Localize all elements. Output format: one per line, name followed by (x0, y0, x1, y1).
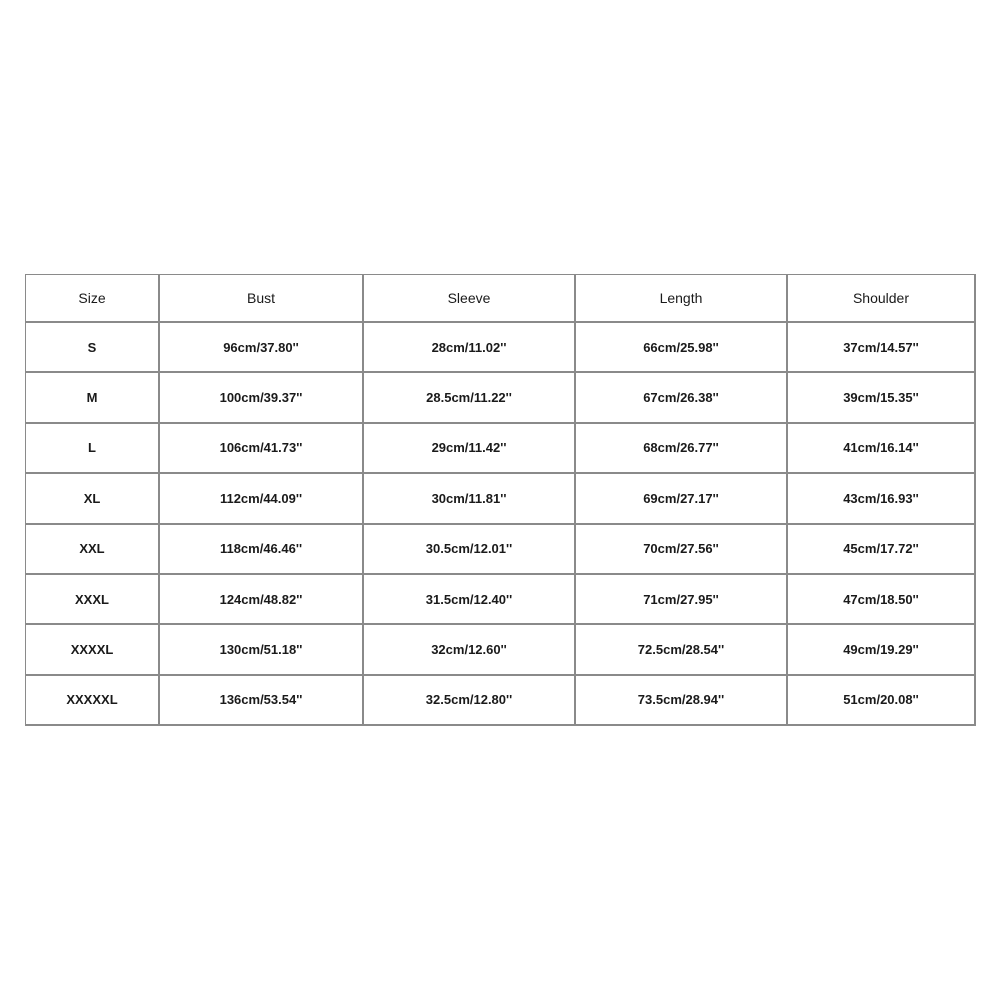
table-row (26, 474, 976, 524)
table-row (26, 625, 976, 675)
cell-sleeve: 31.5cm/12.40'' (364, 575, 576, 625)
cell-bust: 136cm/53.54'' (160, 676, 364, 726)
table-row (26, 676, 976, 726)
header-sleeve: Sleeve (364, 275, 576, 323)
cell-size: L (26, 424, 160, 474)
cell-shoulder: 41cm/16.14'' (788, 424, 976, 474)
header-shoulder: Shoulder (788, 275, 976, 323)
cell-length: 72.5cm/28.54'' (576, 625, 788, 675)
cell-size: XXXXXL (26, 676, 160, 726)
cell-size: XXXXL (26, 625, 160, 675)
cell-length: 66cm/25.98'' (576, 323, 788, 373)
cell-size: M (26, 373, 160, 423)
cell-size: XL (26, 474, 160, 524)
cell-length: 73.5cm/28.94'' (576, 676, 788, 726)
size-chart-table (25, 274, 976, 726)
table-row (26, 575, 976, 625)
cell-size: XXL (26, 525, 160, 575)
cell-bust: 112cm/44.09'' (160, 474, 364, 524)
cell-shoulder: 43cm/16.93'' (788, 474, 976, 524)
cell-length: 68cm/26.77'' (576, 424, 788, 474)
header-row (26, 275, 976, 323)
cell-length: 71cm/27.95'' (576, 575, 788, 625)
table-row (26, 323, 976, 373)
cell-bust: 96cm/37.80'' (160, 323, 364, 373)
table-row (26, 373, 976, 423)
cell-bust: 130cm/51.18'' (160, 625, 364, 675)
table-row (26, 424, 976, 474)
cell-shoulder: 37cm/14.57'' (788, 323, 976, 373)
cell-sleeve: 28.5cm/11.22'' (364, 373, 576, 423)
cell-bust: 118cm/46.46'' (160, 525, 364, 575)
cell-shoulder: 45cm/17.72'' (788, 525, 976, 575)
cell-sleeve: 30cm/11.81'' (364, 474, 576, 524)
cell-size: S (26, 323, 160, 373)
cell-sleeve: 30.5cm/12.01'' (364, 525, 576, 575)
cell-shoulder: 39cm/15.35'' (788, 373, 976, 423)
cell-shoulder: 49cm/19.29'' (788, 625, 976, 675)
header-length: Length (576, 275, 788, 323)
size-chart-header (26, 275, 976, 323)
cell-length: 70cm/27.56'' (576, 525, 788, 575)
header-size: Size (26, 275, 160, 323)
cell-length: 67cm/26.38'' (576, 373, 788, 423)
cell-length: 69cm/27.17'' (576, 474, 788, 524)
cell-bust: 124cm/48.82'' (160, 575, 364, 625)
cell-sleeve: 32cm/12.60'' (364, 625, 576, 675)
size-chart-body (26, 323, 976, 726)
cell-shoulder: 47cm/18.50'' (788, 575, 976, 625)
cell-sleeve: 32.5cm/12.80'' (364, 676, 576, 726)
cell-sleeve: 28cm/11.02'' (364, 323, 576, 373)
header-bust: Bust (160, 275, 364, 323)
cell-bust: 100cm/39.37'' (160, 373, 364, 423)
table-row (26, 525, 976, 575)
cell-sleeve: 29cm/11.42'' (364, 424, 576, 474)
cell-bust: 106cm/41.73'' (160, 424, 364, 474)
cell-shoulder: 51cm/20.08'' (788, 676, 976, 726)
cell-size: XXXL (26, 575, 160, 625)
